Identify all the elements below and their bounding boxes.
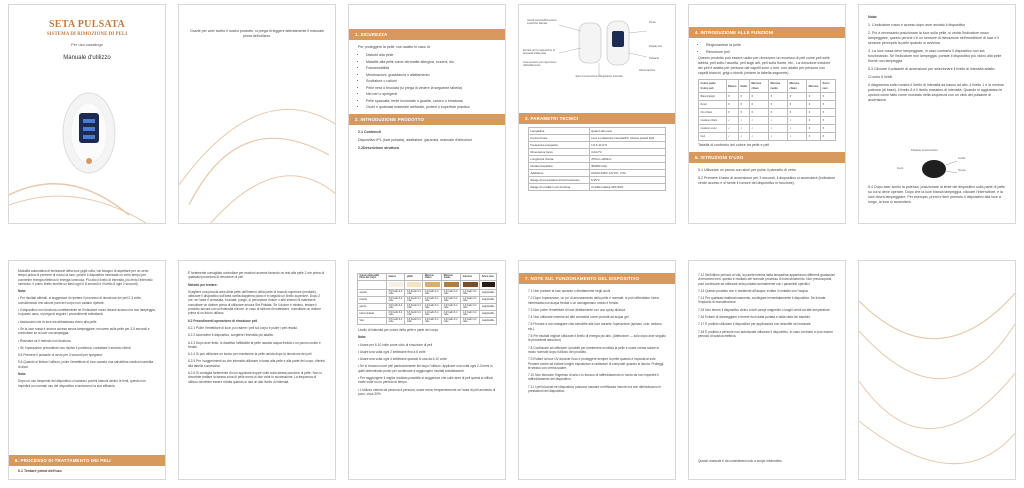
- note-item: • Se la luce rossa è ancora accesa senza lampeggiare, muovere sulla pelle per 3-5 secondi e controllare se la luce ora lampeggia.: [18, 326, 150, 336]
- step-6-2-2: 6.2.2 Accendere il dispositivo, scegliere l'intensità più adatta.: [188, 333, 274, 338]
- diagram-label-button: Pulsante di accensione: [911, 149, 938, 152]
- note2-label: Nota:: [18, 372, 27, 377]
- op-note: 7.8 Continuare ad utilizzare i prodotti per mantenere morbida la pelle e usare crema solare in modo normale dopo l'utilizzo del prodotto.: [528, 345, 660, 354]
- param-value: 475nm~1200nm: [589, 156, 665, 163]
- note-item: • Usare una volta ogni 2 settimane fino a 6 volte: [358, 349, 426, 354]
- note-title: Nota:: [868, 15, 878, 19]
- params-table-wrap: [528, 127, 666, 191]
- page-4: [518, 4, 676, 224]
- op-note: 7.4 Non utilizzare insieme ad altri cosmetici come prodotti ad acque gel.: [528, 315, 630, 320]
- section-treatment: 6. PROCESSO DI TRATTAMENTO DEI PELI: [9, 455, 165, 466]
- table-row: Castano chiaro ✓ ✓ ✓ ✓ ✓ X X: [699, 117, 836, 125]
- table-row: [529, 170, 666, 177]
- safety-item: • Occhi e qualsiasi materiale artificiale, protesi o superficie plastica: [366, 105, 496, 110]
- decorative-curves: [859, 261, 1016, 480]
- cover-title: SETA PULSATA: [48, 19, 126, 30]
- step-5-6: 5.6 Quando si finisce l'utilizzo, pulire l'emettitore di luce usando una salviettina medica inumidita di alcol: [18, 360, 154, 369]
- note-item: • Usare una volta ogni 4 settimane quando si usa da 6-10 volte: [358, 357, 447, 362]
- cover-usage: Per uso casalingo: [71, 42, 103, 47]
- op-note: 7.14 Per qualsiasi malfunzionamento, scollegare immediatamente il dispositivo. Se trovate l'impianto di manutenzione.: [698, 296, 826, 305]
- step-6-2-4: 6.2.4 Si può utilizzare un tonico per mantenere la pelle umida dopo la rimozione dei peli: [188, 352, 312, 357]
- contents-label: 2.1 Contenuti: [358, 130, 381, 134]
- param-value: 1.5-5 J/cm^2: [589, 142, 665, 149]
- step-5-5: 5.5 Premere il pulsante di avvio per 3 secondi per spegnere: [18, 353, 103, 358]
- op-note: 7.9 Evitare la luce UV durante l'uso e proteggere sempre la pelle quando è esposta al sole. Provare anche ad evitare lunghe esposizioni a radiazioni di computer quando si lavora. Proteggi te stesso con crema solare.: [528, 357, 664, 370]
- table-row: [529, 163, 666, 170]
- step-6-2-1: 6.2.1 Pulire l'emettitore di luce, poi radere i peli sul corpo e pulire i peli residui.: [188, 325, 298, 330]
- method-title: Metodo per testare:: [188, 282, 218, 287]
- note-item: • Usare per 6-10 volte come ciclo di rimozione di peli: [358, 342, 433, 347]
- param-key: Forma di luce: [529, 135, 590, 142]
- note-item: • Se si trovano nuovi peli particolarmente fini dopo l'utilizzo, applicare una volta ogni 2-3 mesi in quell determinato punto per continuare a raggiungere risultati soddisfacenti.: [358, 364, 493, 373]
- table-row: Bianco/grigio X X X X X X X: [699, 93, 836, 101]
- param-value: AC100-240V/ 12V DC, 2.5A: [589, 170, 665, 177]
- page-2: [178, 4, 336, 224]
- auto-emission-text: Modalità automatica di emissione della luce (agiti volta, hai bisogno di aspettare per un certo tempo prima di premere di nuovo la luce, poiché il dispositivo necessita un certo tempo per convertire energia elettrica in energia luminosa. Più alto il livello di intensità, più lento l'intervallo luminoso. Il primo livello emette un flash ogni 0.8 secondi e il livello 8 ogni 2 secondi).: [18, 269, 153, 286]
- step-5-4: 5.4 Dopo aver scelto la potenza, posizionare la lente del dispositivo sulla parte di pelle su cui si deve operare. Dopo che la luce bianca lampeggia, cliccare l'interruttore, e la luce dovrà lampeggiare. Per esempio, premi e tieni premuto il dispositivo alla luce a lungo, la luce si accenderà.: [868, 185, 1006, 204]
- test-advice: È fortemente consigliato controllare per reazioni avverse facendo un test alla pelle 2 ore prima di qualsiasi procedura di rimozione di peli.: [188, 271, 325, 280]
- decorative-curves: [179, 65, 336, 224]
- param-value: Umidità relativa 30%-60%: [589, 184, 665, 191]
- op-note: 7.12 Nell'ultimo periodo di vita, la parete interna della lampadina appariranno differenti gradazioni di fenomeni neri, questo è risultato del normale processo di invecchiamento. Non preoccuparsi, puoi continuare ad utilizzare seta pulsata normalmente con i parametri specifici.: [698, 273, 835, 286]
- color-compat-table: [698, 79, 836, 141]
- intensity-caption: Livello di intensità per colore della pelle e parte del corpo: [358, 328, 439, 332]
- note-item: 2. Poi è necessario posizionare la luce sulla pelle, si vedrà l'indicatore rosso lampeggiare, questo perché c'è un sensore di rilevazione nell'emettitore di luce e il sensore percepirà la pelle quando si avvicina: [868, 31, 1000, 45]
- table-header-row: Colore pelle/ Colore peli Bianco Giallo Marrone chiaro Marrone medio Marrone chiaro Marrone Scuro nero: [699, 80, 836, 93]
- skin-swatch: [425, 282, 440, 287]
- op-note: 7.1 Non puntare la luce accanto o direttamente negli occhi.: [528, 289, 612, 293]
- page-back-cover: [858, 260, 1016, 480]
- note-item: • Il dispositivo non funziona correttamente se l'indicatore rosso rimane acceso ma non lampeggia, in questo caso, si prega di seguire i procedimenti sottostanti.: [18, 308, 156, 317]
- op-note: 7.10 Non bloccare l'ingresso di aria o lo sbocco di raffreddamento in modo da non impedire il raffreddamento del dispositivo.: [528, 373, 659, 382]
- param-value: 300000 colpi: [589, 163, 665, 170]
- intensity-table: [357, 273, 497, 325]
- safety-item: • Mestruazioni, gravidanza o allattamento: [366, 73, 496, 78]
- op-note: 7.18 È proibito a persone non autorizzate utilizzare il dispositivo. In caso contrario ci può essere pericolo di scarica elettrica.: [698, 329, 834, 338]
- op-note: 7.2 Dopo l'operazione, un po' di arrossamento della pelle è normale, si può raffreddare l'area interessata con acqua fredda o un asciugamano umido e freddo.: [528, 296, 659, 305]
- disclaimer-footer: Questo manuale è da considerarsi solo a scopo informativo: [698, 459, 782, 463]
- param-key: Adattatore: [529, 170, 590, 177]
- table-row: [529, 177, 666, 184]
- table-row: Intimo delicato 3-5 livello 3-4 volte 3-5 livello 3-4 volte 2-4 livello 3-4 volte 2-3 livello 3-4 volte 1-3 livello 3-4 volte inapplicabile: [358, 311, 497, 318]
- section-safety: 1. SICUREZZA: [349, 29, 505, 40]
- note-item: • L'utilizzo varierà da persona a persona, usare meno frequentemente se l'area di peli aumenta di poco, circa 30%.: [358, 387, 496, 396]
- table-row: ascelle 3-5 livello 3-4 volte 3-5 livello 3-4 volte 2-4 livello 3-4 volte 2-3 livello 3-4 volte 1-3 livello 3-4 volte inapplicabile: [358, 290, 497, 297]
- page-10: [518, 260, 676, 480]
- table-row: gambe 3-5 livello 3-4 volte 3-5 livello 3-4 volte 2-4 livello 3-4 volte 2-3 livello 3-4 volte 1-3 livello 3-4 volte inapplicabile: [358, 304, 497, 311]
- param-value: Luce a pulsazione intensa/IPL/ Intense pulsed light: [589, 135, 665, 142]
- note-item: 3. La luce rossa deve lampeggiare, in caso contrario il dispositivo non sta funzionando. Se l'indicatore non lampeggia, portate il dispositivo più vicino alla pelle finché non lampeggia: [868, 49, 1002, 63]
- safety-item: • Pelle spaccata, ferite incrostate o guarite, cancro o ematoma: [366, 99, 496, 104]
- label-right-1: Punto: [649, 21, 656, 24]
- step-5-1: 5.1 Utilizzare un panno con alcol per pulire il pannello di vetro: [698, 168, 796, 172]
- note-label: Nota:: [18, 289, 27, 294]
- note-item: • Per raggiungere il miglior risultato possibile si suggerisce che sulle aree di peli spessi si utilizzi molte volte su un periodo di tempo.: [358, 376, 493, 385]
- swatch-row: [358, 281, 497, 290]
- skin-swatch: [444, 282, 459, 287]
- diagram-label-start: Avvio: [897, 167, 904, 170]
- skin-swatch: [463, 282, 478, 287]
- param-value: 5-35°C: [589, 177, 665, 184]
- function-item: • Ringiovanisce la pelle: [706, 43, 836, 48]
- label-right-2: Display led: [649, 45, 662, 48]
- param-value: Quarzo allo xeno: [589, 128, 665, 135]
- param-key: Frequenza energetica: [529, 142, 590, 149]
- note2-text: Dopo un uso frequente del dispositivo ci saranno puntini bianchi dentro le lenti, questo non impedirà un normale uso del dispositivo e tantomeno la sua efficacia.: [18, 379, 146, 388]
- contents-text: Dispositivo IPL (luce pulsata), adattatore, garanzia, manuale d'istruzioni: [358, 138, 472, 142]
- diagram-label-level: Livello: [958, 157, 966, 160]
- note-label: Nota:: [358, 335, 367, 340]
- page-11: [688, 260, 846, 480]
- step-5-2: 5.2 Premere il tasto di accensione per 3 secondi, il dispositivo si accenderà (indicatore verde acceso e si sente il rumore del dispositivo in funzione).: [698, 176, 836, 185]
- op-note: 7.3 Non pulire l'emettitore di luce direttamente con uno spray all'alcol.: [528, 307, 626, 312]
- table-row: [529, 184, 666, 191]
- page-9: [348, 260, 506, 480]
- safety-item: • Nei neri o sporgenti: [366, 92, 496, 97]
- param-key: Range di umidità in cui funziona: [529, 184, 590, 191]
- label-left-3: Area sensore per l'ispezione / raffreddamento: [523, 61, 558, 68]
- op-note: 7.5 Provare a non mangiare cibo sensibile alla luce durante l'operazione (spinaci, cole, sedano, etc.).: [528, 322, 663, 331]
- label-left-1: Uscita secchio/Rimozione superficie laterale: [527, 19, 557, 26]
- safety-item: • Disturbi alla pelle: [366, 53, 496, 58]
- section-6-2: 6.2 Procedimenti operazione di rimozione peli: [188, 318, 258, 323]
- section-product-intro: 2. INTRODUZIONE PRODOTTO: [349, 114, 505, 125]
- step-5-3: 5.3 Cliccare il pulsante di accensione per selezionare il livello di intensità adatto.: [868, 67, 996, 71]
- params-table: [528, 127, 666, 191]
- label-right-3: Pulsante: [649, 57, 660, 60]
- param-key: Lunghezza d'onda: [529, 156, 590, 163]
- subsection-test: 6.1 Testare prima dell'uso: [18, 469, 62, 473]
- op-note: 7.13 Questo prodotto non è resistente all'acqua, evitare il contatto con l'acqua.: [698, 288, 809, 293]
- section-functions: 4. INTRODUZIONE ALLE FUNZIONI: [689, 27, 845, 38]
- section-operation-notes: 7. NOTE SUL FUNZIONAMENTO DEL DISPOSITIVO: [519, 273, 675, 284]
- op-note: 7.6 Per risultati migliori utilizzare il livello di energia più alto. (Attenzione — solo dopo aver seguito le precedenti istruzioni): [528, 334, 666, 343]
- structure-label: 2.2Descrizione struttura: [358, 146, 399, 150]
- functions-text: Questo prodotto può essere usato per rimuovere un eccesso di peli come peli sulle labbra, peli sotto l'ascella, peli sugli arti, peli sulla fronte, etc.. La rimozione indolore dei peli è adatta per persone dai capelli scuri o neri, non adatto per persone con capelli bianchi, grigi o biondi (vedere la tabella seguente).: [698, 56, 831, 75]
- note-item: 1. L'indicatore rosso è acceso dopo aver avviato il dispositivo: [868, 23, 966, 27]
- op-note: 7.17 È proibito utilizzare il dispositivo per applicazioni non descritte nel manuale.: [698, 322, 812, 327]
- param-key: Durata lampadina: [529, 163, 590, 170]
- function-item: • Rimozione peli: [706, 50, 836, 55]
- op-note: 7.11 I peli bloccati nel dispositivo possono causare un'efficacia minore ma non diminuiscono le prestazioni del dispositivo.: [528, 384, 662, 394]
- skin-swatch: [389, 282, 403, 287]
- page-6: [858, 4, 1016, 224]
- safety-item: • Pelle nera o bruciata (si prega di vedere la seguente tabella): [366, 86, 496, 91]
- table-header-row: Colore della pelle/ Parte del corpo bianco giallo Marrone chiaro Marrone medio marrone Scuro nero: [358, 274, 497, 281]
- step-6-2-5: 6.2.5 Per i suggerimenti su che intensità utilizzare in base alla pelle e alla parte del corpo, riferirsi alla tabella successiva: [188, 359, 325, 368]
- table-row: Neri ✓ ✓ ✓ ✓ ✓ X X: [699, 133, 836, 141]
- label-power: Alimentazione: [639, 69, 656, 72]
- label-bottom: Spia di accensione / Regolatore intensità: [575, 75, 623, 78]
- table-row: Castano scuro ✓ ✓ ✓ ✓ ✓ X X: [699, 125, 836, 133]
- safety-list: [358, 53, 496, 110]
- table-row: Viso 3-5 livello 3-4 volte 3-5 livello 3-4 volte 2-4 livello 3-4 volte 2-3 livello 3-4 volte 1-3 livello 3-4 volte inapplicabile: [358, 318, 497, 325]
- op-note: 7.15 Non tenere il dispositivo vicino a forti campi magnetici o luoghi umidi ad alte temperature.: [698, 307, 831, 312]
- note-item: • Per risultati ottimali, si suggerisce di ripetere il processo di rimozione dei peli 2-3 volte, considerando che alcune parti del corpo non vadano ripetute.: [18, 296, 142, 305]
- page-3: [348, 4, 506, 224]
- table-row: braccia 3-5 livello 3-4 volte 3-5 livello 3-4 volte 2-4 livello 3-4 volte 2-3 livello 3-4 volte 1-3 livello 3-4 volte inapplicabile: [358, 297, 497, 304]
- note-item: • Assicurarsi che la luce sia abbastanza vicino alla pelle.: [18, 319, 98, 324]
- skin-swatch: [482, 282, 495, 287]
- table-row: [529, 135, 666, 142]
- page-cover: [8, 4, 166, 224]
- table-row: [529, 142, 666, 149]
- param-key: Lampadina: [529, 128, 590, 135]
- skin-swatch: [407, 282, 421, 287]
- label-left-2: Entrata per la riparazione di lampada a/alla pelle: [523, 49, 555, 56]
- step-5-3-levels: Ci sono 6 livelli.: [868, 75, 893, 79]
- safety-item: • Fotosensibilità: [366, 66, 496, 71]
- section-params: 3. PARAMETRI TECNICI: [519, 113, 675, 124]
- op-note: 7.16 Evitare di danneggiare e tenere fuori dalla portata e dalla vista dei bambini.: [698, 315, 811, 320]
- cover-subtitle: SISTEMA DI RIMOZIONE DI PELI: [46, 32, 128, 37]
- note-item: • Se l'operazione precedente non risolve il problema, contattare il servizio clienti: [18, 345, 131, 350]
- table-row: Oro chiaro X X X X X X X: [699, 109, 836, 117]
- page-7: [8, 260, 166, 480]
- table-row: [529, 149, 666, 156]
- note-item: • Riavviare se il metodo non funziona: [18, 338, 71, 343]
- param-value: 4.2cm^2: [589, 149, 665, 156]
- safety-item: • Scottature o ustioni: [366, 79, 496, 84]
- step-6-2-3: 6.2.3 Dopo aver finito, si disattiva l'affidabile la pelle usando acqua fredda o un panno umido e freddo: [188, 340, 321, 349]
- step-5-3-desc: Il diagramma sotto mostra il livello di intensità da basso ad alto, il livello 1 è la minima potenza (di base), il livello 8 è il livello massimo di intensità. Quando si aggiustano le opzioni come fatto come mostrato nella sequenza con un click del pulsante di accensione.: [868, 83, 1004, 102]
- table-row: Rossi X X X X X X X: [699, 101, 836, 109]
- section-instructions: 5. ISTRUZIONI D'USO: [689, 152, 845, 163]
- param-key: Dimensione focus: [529, 149, 590, 156]
- diagram-label-time: Tempo: [958, 169, 966, 172]
- page-5: [688, 4, 846, 224]
- table-row: [529, 128, 666, 135]
- safety-intro: Per proteggere la pelle, non adatto in caso di:: [358, 45, 431, 49]
- page-8: [178, 260, 336, 480]
- intro-text: Grazie per aver scelto il nostro prodotto, si prega di leggere attentamente il manuale prima dell'utilizzo.: [190, 29, 324, 38]
- method-text: Scegliere una piccola area della pelle dell'interno della parte di braccio superiore (mediale), utilizzare il dispositivo sull'area scelta dapprima piano e in seguito un livello superiore. Dopo 2 ore, se l'area è arrossata, bruciata, punge, si percepisce dolore o altri sintomi di malessere consultare un dottore prima di utilizzare ancora Set Pulsata. Se il dolore è minimo, testare il prodotto ancora con un'intensità minore. In caso di sintomi di malessere, consultare un dottore prima di un futuro utilizzo.: [188, 289, 321, 316]
- safety-item: • Malattie alla pelle come dermatite allergica, eczemi, etc.: [366, 60, 496, 65]
- functions-list: [698, 43, 836, 55]
- table-caption: Tabella di confronto del colore tra pelle e peli: [698, 143, 770, 147]
- device-illustration: [9, 85, 166, 224]
- param-key: Range di temperatura di funzionamento: [529, 177, 590, 184]
- table-row: [529, 156, 666, 163]
- step-6-2-6: 6.2.6 Si consiglia fortemente di non applicare troppe volte sulla stessa porzione di pelle. Non si dovrebbe trattare la stessa zona di pelle meno di due volte in successione. La frequenza di utilizzo dovrebbe essere ridotta quando si usa un alto livello di intensità.: [188, 371, 322, 384]
- cover-manual-label: Manuale d'utilizzo: [63, 55, 111, 61]
